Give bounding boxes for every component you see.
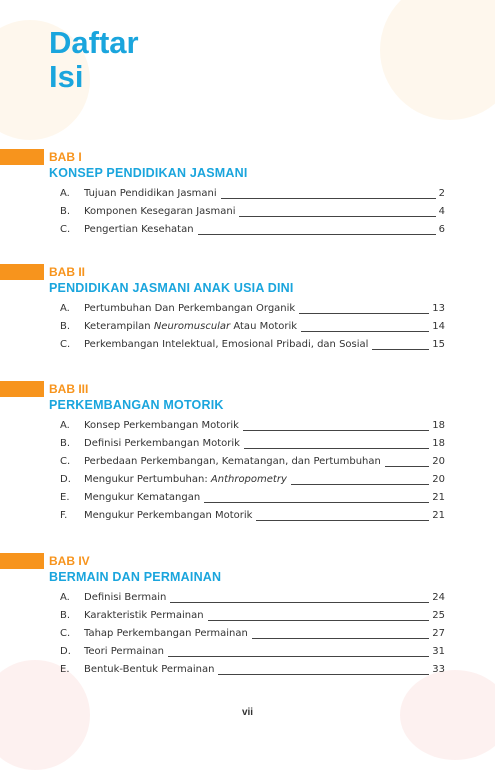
dot-leader	[291, 483, 429, 485]
entry-text: Karakteristik Permainan	[84, 610, 204, 621]
page-title-line1: Daftar	[49, 25, 139, 60]
entry-page-number: 18	[432, 420, 445, 431]
entry-page-number: 20	[432, 456, 445, 467]
entry-letter: B.	[60, 206, 71, 217]
chapter-label: BAB I	[49, 150, 82, 164]
chapter-title: PERKEMBANGAN MOTORIK	[49, 398, 224, 412]
entry-text	[84, 474, 287, 486]
toc-entry[interactable]	[0, 624, 495, 642]
entry-page-number: 27	[432, 628, 445, 639]
entry-page-number: 21	[432, 492, 445, 503]
entry-page-number: 25	[432, 610, 445, 621]
entry-page-number: 20	[432, 474, 445, 485]
entry-text: Tujuan Pendidikan Jasmani	[84, 188, 217, 199]
toc-entry[interactable]	[0, 184, 495, 202]
toc-entry[interactable]	[0, 452, 495, 470]
dot-leader	[208, 619, 430, 621]
entry-text: Pertumbuhan Dan Perkembangan Organik	[84, 303, 296, 314]
entry-letter: B.	[60, 321, 71, 332]
chapter-title: BERMAIN DAN PERMAINAN	[49, 570, 222, 584]
entry-letter: C.	[60, 628, 71, 639]
chapter-label: BAB II	[49, 265, 85, 279]
entry-text: Perbedaan Perkembangan, Kematangan, dan Pertumbuhan	[84, 456, 381, 467]
entry-letter: E.	[60, 664, 70, 675]
dot-leader	[244, 447, 429, 449]
dot-leader	[385, 465, 429, 467]
toc-entry[interactable]	[0, 606, 495, 624]
dot-leader	[256, 519, 429, 521]
entry-letter: B.	[60, 438, 71, 449]
dot-leader	[243, 429, 429, 431]
toc-entry-list	[0, 588, 495, 678]
toc-entry[interactable]	[0, 299, 495, 317]
entry-letter: A.	[60, 188, 70, 199]
toc-entry[interactable]	[0, 434, 495, 452]
toc-entry[interactable]	[0, 470, 495, 488]
toc-entry[interactable]	[0, 220, 495, 238]
entry-text: Perkembangan Intelektual, Emosional Pribadi, dan Sosial	[84, 339, 369, 350]
entry-page-number: 15	[432, 339, 445, 350]
toc-entry[interactable]	[0, 335, 495, 353]
toc-entry[interactable]	[0, 506, 495, 524]
toc-entry[interactable]	[0, 416, 495, 434]
entry-text-italic: Neuromuscular	[153, 321, 231, 332]
entry-letter: A.	[60, 303, 70, 314]
background-decoration	[380, 0, 495, 120]
chapter-marker-bar	[0, 264, 44, 280]
dot-leader	[372, 348, 429, 350]
entry-text: Konsep Perkembangan Motorik	[84, 420, 239, 431]
entry-page-number: 31	[432, 646, 445, 657]
entry-letter: C.	[60, 339, 71, 350]
dot-leader	[252, 637, 429, 639]
entry-letter: D.	[60, 646, 71, 657]
entry-page-number: 33	[432, 664, 445, 675]
entry-text-part: Atau Motorik	[230, 321, 298, 332]
entry-letter: F.	[60, 510, 68, 521]
entry-page-number: 6	[438, 224, 445, 235]
entry-text: Teori Permainan	[84, 646, 164, 657]
entry-letter: A.	[60, 420, 70, 431]
dot-leader	[301, 330, 429, 332]
page-number: vii	[241, 707, 254, 718]
entry-letter: B.	[60, 610, 71, 621]
entry-text: Definisi Bermain	[84, 592, 167, 603]
entry-text: Pengertian Kesehatan	[84, 224, 194, 235]
dot-leader	[170, 601, 429, 603]
entry-text-part: Mengukur Pertumbuhan:	[84, 474, 211, 485]
entry-text: Tahap Perkembangan Permainan	[84, 628, 248, 639]
entry-letter: A.	[60, 592, 70, 603]
toc-entry[interactable]	[0, 642, 495, 660]
toc-entry[interactable]	[0, 317, 495, 335]
entry-text: Mengukur Kematangan	[84, 492, 201, 503]
dot-leader	[218, 673, 429, 675]
entry-text-italic: Anthropometry	[210, 474, 287, 485]
toc-entry-list	[0, 184, 495, 238]
entry-text: Definisi Perkembangan Motorik	[84, 438, 240, 449]
entry-text: Mengukur Perkembangan Motorik	[84, 510, 253, 521]
entry-text: Komponen Kesegaran Jasmani	[84, 206, 236, 217]
toc-entry-list	[0, 416, 495, 524]
chapter-marker-bar	[0, 381, 44, 397]
dot-leader	[299, 312, 429, 314]
entry-page-number: 13	[432, 303, 445, 314]
chapter-marker-bar	[0, 553, 44, 569]
toc-entry[interactable]	[0, 488, 495, 506]
entry-letter: C.	[60, 456, 71, 467]
chapter-title: KONSEP PENDIDIKAN JASMANI	[49, 166, 248, 180]
entry-page-number: 24	[432, 592, 445, 603]
entry-page-number: 14	[432, 321, 445, 332]
entry-page-number: 21	[432, 510, 445, 521]
toc-entry[interactable]	[0, 588, 495, 606]
chapter-label: BAB IV	[49, 554, 90, 568]
chapter-label: BAB III	[49, 382, 89, 396]
toc-entry[interactable]	[0, 202, 495, 220]
dot-leader	[168, 655, 429, 657]
chapter-title: PENDIDIKAN JASMANI ANAK USIA DINI	[49, 281, 294, 295]
entry-page-number: 18	[432, 438, 445, 449]
entry-letter: D.	[60, 474, 71, 485]
toc-entry-list	[0, 299, 495, 353]
entry-text	[84, 321, 297, 333]
dot-leader	[198, 233, 436, 235]
entry-text-part: Keterampilan	[84, 321, 154, 332]
toc-entry[interactable]	[0, 660, 495, 678]
dot-leader	[239, 215, 435, 217]
dot-leader	[221, 197, 436, 199]
chapter-marker-bar	[0, 149, 44, 165]
dot-leader	[204, 501, 429, 503]
entry-letter: E.	[60, 492, 70, 503]
entry-page-number: 4	[438, 206, 445, 217]
entry-text: Bentuk-Bentuk Permainan	[84, 664, 215, 675]
page-title-line2: Isi	[49, 59, 84, 94]
entry-page-number: 2	[438, 188, 445, 199]
page-title	[49, 26, 139, 94]
entry-letter: C.	[60, 224, 71, 235]
